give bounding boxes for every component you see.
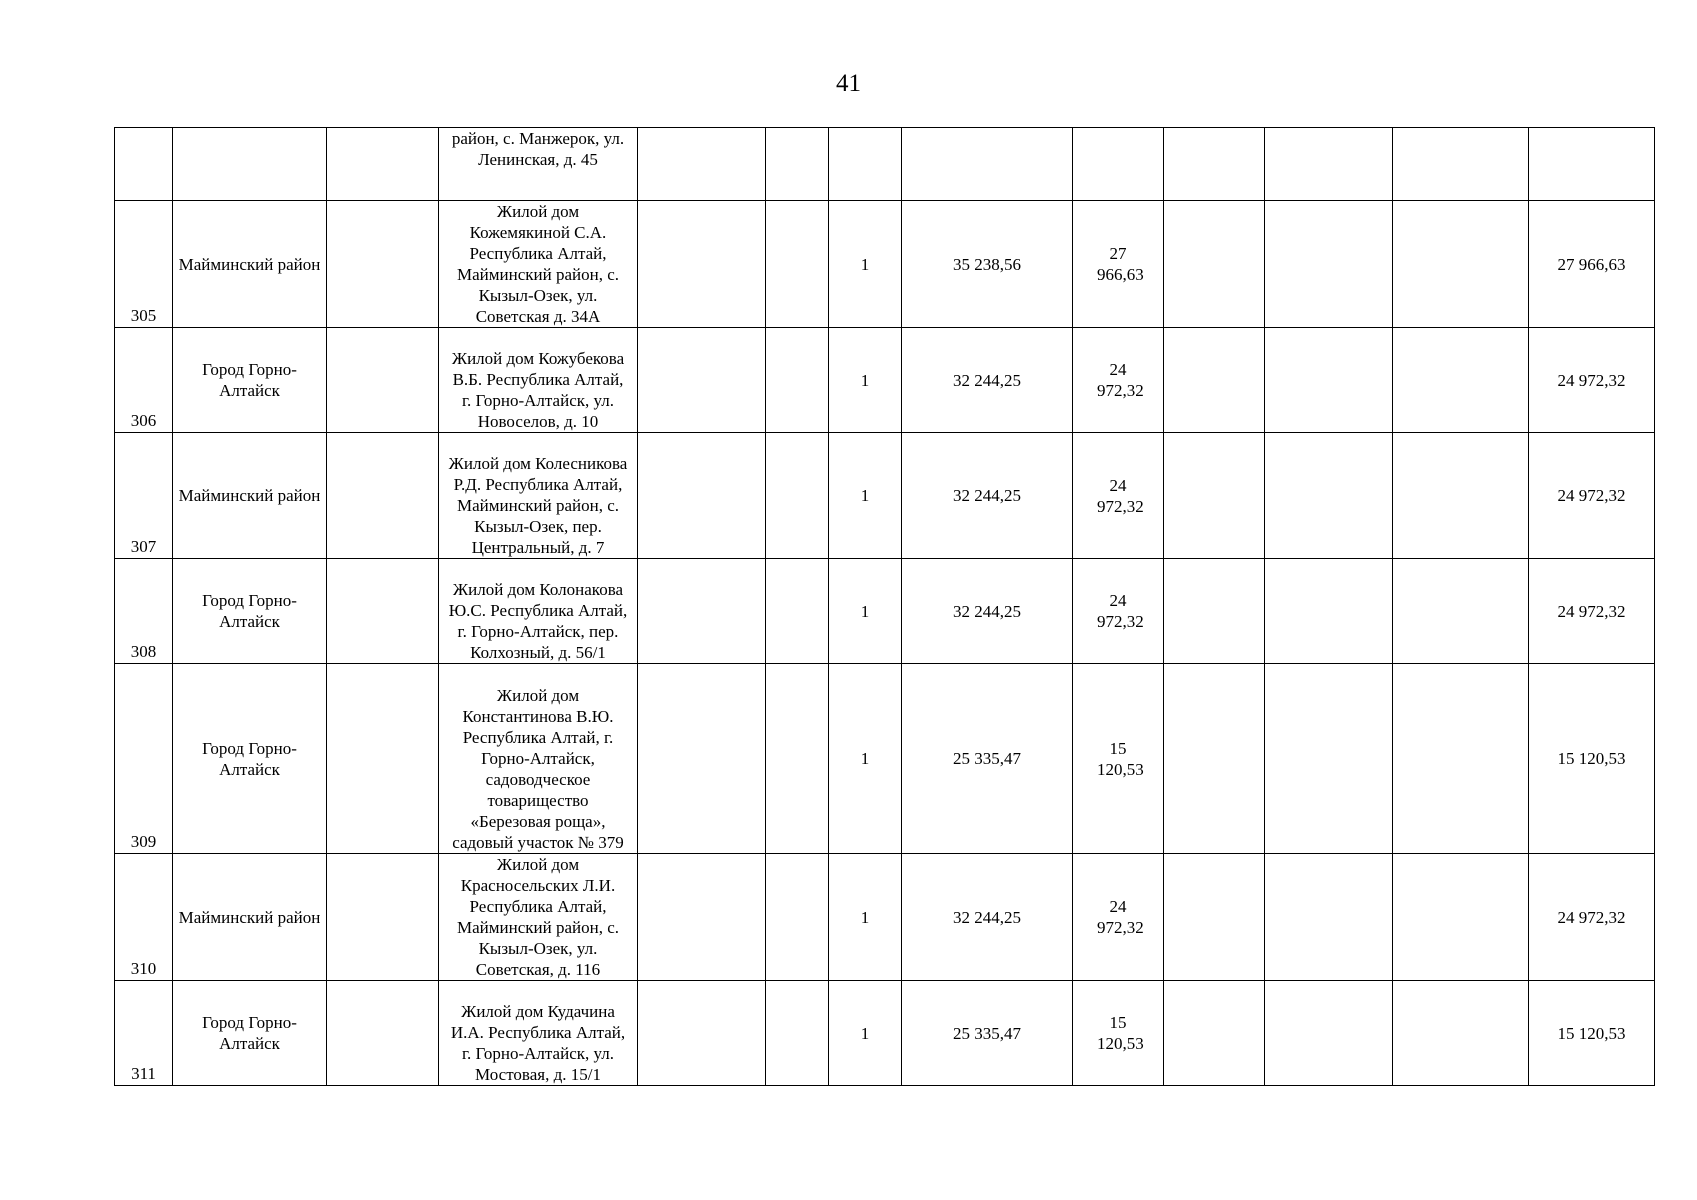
- table-row: [115, 981, 1655, 1086]
- cell-num: 308: [115, 559, 173, 664]
- cell-num: 307: [115, 433, 173, 559]
- cell-num: 306: [115, 328, 173, 433]
- cell-empty: [638, 854, 766, 981]
- cell-total: 24 972,32: [1529, 328, 1655, 433]
- cell-amount: 24 972,32: [1073, 854, 1164, 981]
- cell-empty: [1393, 433, 1529, 559]
- cell-empty: [1164, 981, 1265, 1086]
- cell-address: Жилой дом Колесникова Р.Д. Республика Алтай, Майминский район, с. Кызыл-Озек, пер. Центральный, д. 7: [439, 433, 638, 559]
- cell-region: Город Горно-Алтайск: [173, 981, 327, 1086]
- cell-address: Жилой дом Константинова В.Ю. Республика Алтай, г. Горно-Алтайск, садоводческое товарищество «Березовая роща», садовый участок № 379: [439, 664, 638, 854]
- cell-empty: [766, 981, 829, 1086]
- cell-total: 27 966,63: [1529, 201, 1655, 328]
- cell-cost: 25 335,47: [902, 664, 1073, 854]
- cell-empty: [327, 854, 439, 981]
- cell-amount: 24 972,32: [1073, 433, 1164, 559]
- cell-empty: [327, 128, 439, 201]
- cell-empty: [1265, 201, 1393, 328]
- cell-empty: [327, 201, 439, 328]
- cell-empty: [327, 981, 439, 1086]
- cell-empty: [638, 981, 766, 1086]
- cell-qty: 1: [829, 559, 902, 664]
- cell-qty: 1: [829, 201, 902, 328]
- cell-empty: [766, 201, 829, 328]
- cell-address: Жилой дом Кудачина И.А. Республика Алтай, г. Горно-Алтайск, ул. Мостовая, д. 15/1: [439, 981, 638, 1086]
- cell-empty: [638, 433, 766, 559]
- cell-empty: [1265, 981, 1393, 1086]
- cell-address: Жилой дом Колонакова Ю.С. Республика Алтай, г. Горно-Алтайск, пер. Колхозный, д. 56/1: [439, 559, 638, 664]
- cell-empty: [1393, 854, 1529, 981]
- cell-empty: [1265, 854, 1393, 981]
- cell-empty: [327, 664, 439, 854]
- cell-address: район, с. Манжерок, ул. Ленинская, д. 45: [439, 128, 638, 201]
- cell-total: 24 972,32: [1529, 433, 1655, 559]
- data-table: [114, 127, 1655, 1086]
- cell-qty: 1: [829, 433, 902, 559]
- cell-empty: [1393, 981, 1529, 1086]
- cell-region: Майминский район: [173, 201, 327, 328]
- cell-empty: [327, 559, 439, 664]
- cell-empty: [1164, 328, 1265, 433]
- cell-empty: [327, 433, 439, 559]
- cell-cost: 32 244,25: [902, 854, 1073, 981]
- cell-qty: 1: [829, 664, 902, 854]
- cell-empty: [638, 328, 766, 433]
- cell-region: Майминский район: [173, 433, 327, 559]
- cell-total: [1529, 128, 1655, 201]
- table-row: [115, 854, 1655, 981]
- cell-empty: [638, 559, 766, 664]
- cell-num: 309: [115, 664, 173, 854]
- cell-qty: 1: [829, 854, 902, 981]
- cell-address: Жилой дом Кожубекова В.Б. Республика Алтай, г. Горно-Алтайск, ул. Новоселов, д. 10: [439, 328, 638, 433]
- cell-num: 311: [115, 981, 173, 1086]
- cell-empty: [1265, 128, 1393, 201]
- cell-amount: [1073, 128, 1164, 201]
- cell-cost: 32 244,25: [902, 328, 1073, 433]
- cell-total: 24 972,32: [1529, 854, 1655, 981]
- cell-empty: [1393, 559, 1529, 664]
- cell-amount: 15 120,53: [1073, 664, 1164, 854]
- cell-empty: [327, 328, 439, 433]
- cell-region: Город Горно-Алтайск: [173, 664, 327, 854]
- cell-cost: 35 238,56: [902, 201, 1073, 328]
- cell-num: 305: [115, 201, 173, 328]
- cell-cost: 32 244,25: [902, 433, 1073, 559]
- cell-total: 15 120,53: [1529, 664, 1655, 854]
- cell-empty: [1393, 128, 1529, 201]
- cell-qty: [829, 128, 902, 201]
- cell-qty: 1: [829, 328, 902, 433]
- cell-empty: [766, 664, 829, 854]
- cell-region: Майминский район: [173, 854, 327, 981]
- cell-empty: [1265, 559, 1393, 664]
- cell-empty: [1164, 201, 1265, 328]
- cell-empty: [1393, 664, 1529, 854]
- table-row: [115, 433, 1655, 559]
- cell-num: [115, 128, 173, 201]
- cell-address: Жилой дом Кожемякиной С.А. Республика Алтай, Майминский район, с. Кызыл-Озек, ул. Советская д. 34А: [439, 201, 638, 328]
- cell-empty: [638, 664, 766, 854]
- cell-empty: [1164, 433, 1265, 559]
- cell-total: 24 972,32: [1529, 559, 1655, 664]
- cell-empty: [766, 128, 829, 201]
- cell-empty: [1393, 201, 1529, 328]
- cell-empty: [766, 559, 829, 664]
- cell-empty: [638, 128, 766, 201]
- cell-empty: [766, 328, 829, 433]
- page-number: 41: [836, 70, 861, 97]
- cell-empty: [1164, 559, 1265, 664]
- cell-empty: [1265, 433, 1393, 559]
- table-row: [115, 201, 1655, 328]
- cell-empty: [1393, 328, 1529, 433]
- cell-empty: [766, 433, 829, 559]
- cell-region: Город Горно-Алтайск: [173, 559, 327, 664]
- cell-region: Город Горно-Алтайск: [173, 328, 327, 433]
- cell-cost: 25 335,47: [902, 981, 1073, 1086]
- cell-num: 310: [115, 854, 173, 981]
- cell-amount: 24 972,32: [1073, 559, 1164, 664]
- cell-total: 15 120,53: [1529, 981, 1655, 1086]
- cell-empty: [638, 201, 766, 328]
- cell-empty: [1164, 854, 1265, 981]
- table-row: [115, 664, 1655, 854]
- table-row: [115, 559, 1655, 664]
- cell-cost: 32 244,25: [902, 559, 1073, 664]
- cell-empty: [1265, 328, 1393, 433]
- cell-amount: 27 966,63: [1073, 201, 1164, 328]
- table-row: [115, 328, 1655, 433]
- cell-empty: [1265, 664, 1393, 854]
- cell-address: Жилой дом Красносельских Л.И. Республика Алтай, Майминский район, с. Кызыл-Озек, ул. Советская, д. 116: [439, 854, 638, 981]
- table-row: [115, 128, 1655, 201]
- cell-empty: [766, 854, 829, 981]
- cell-empty: [1164, 664, 1265, 854]
- cell-qty: 1: [829, 981, 902, 1086]
- cell-empty: [1164, 128, 1265, 201]
- cell-region: [173, 128, 327, 201]
- cell-cost: [902, 128, 1073, 201]
- cell-amount: 15 120,53: [1073, 981, 1164, 1086]
- cell-amount: 24 972,32: [1073, 328, 1164, 433]
